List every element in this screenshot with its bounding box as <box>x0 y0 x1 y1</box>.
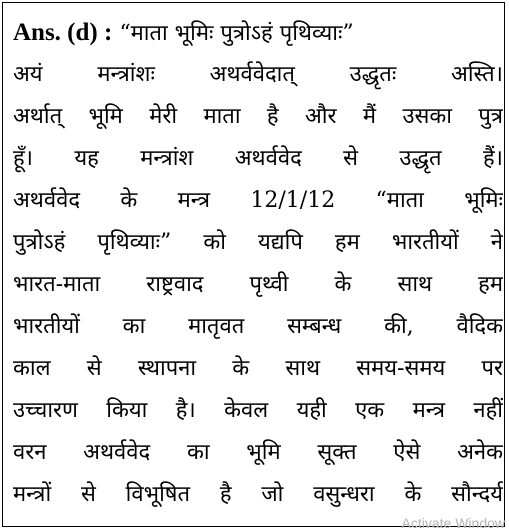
answer-line-9: काल से स्थापना के साथ समय-समय पर <box>13 356 503 381</box>
answer-line-6: पुत्रोऽहं पृथिव्याः” को यद्यपि हम भारतीयों ने <box>13 230 503 255</box>
answer-box <box>2 2 505 527</box>
answer-label: Ans. (d) : <box>13 19 113 46</box>
answer-line-3: अर्थात् भूमि मेरी माता है और मैं उसका पुत्र <box>13 104 503 129</box>
answer-line-2: अयं मन्त्रांशः अथर्ववेदात् उद्धृतः अस्ति। <box>13 62 503 87</box>
activate-windows-watermark: Activate Window <box>401 515 505 531</box>
answer-line-10: उच्चारण किया है। केवल यही एक मन्त्र नहीं <box>13 398 503 423</box>
answer-line-8: भारतीयों का मातृवत सम्बन्ध की, वैदिक <box>13 314 503 339</box>
answer-line-5: अथर्ववेद के मन्त्र 12/1/12 “माता भूमिः <box>13 188 503 213</box>
answer-line-7: भारत-माता राष्ट्रवाद पृथ्वी के साथ हम <box>13 272 503 297</box>
answer-text <box>13 12 503 516</box>
answer-line-11: वरन अथर्ववेद का भूमि सूक्त ऐसे अनेक <box>13 440 503 465</box>
answer-line-4: हूँ। यह मन्त्रांश अथर्ववेद से उद्धृत हैं। <box>13 146 503 171</box>
answer-line-1-text: “माता भूमिः पुत्रोऽहं पृथिव्याः” <box>119 21 354 46</box>
answer-line-12: मन्त्रों से विभूषित है जो वसुन्धरा के सौन्दर्य <box>13 482 503 507</box>
answer-line-1 <box>13 12 503 54</box>
